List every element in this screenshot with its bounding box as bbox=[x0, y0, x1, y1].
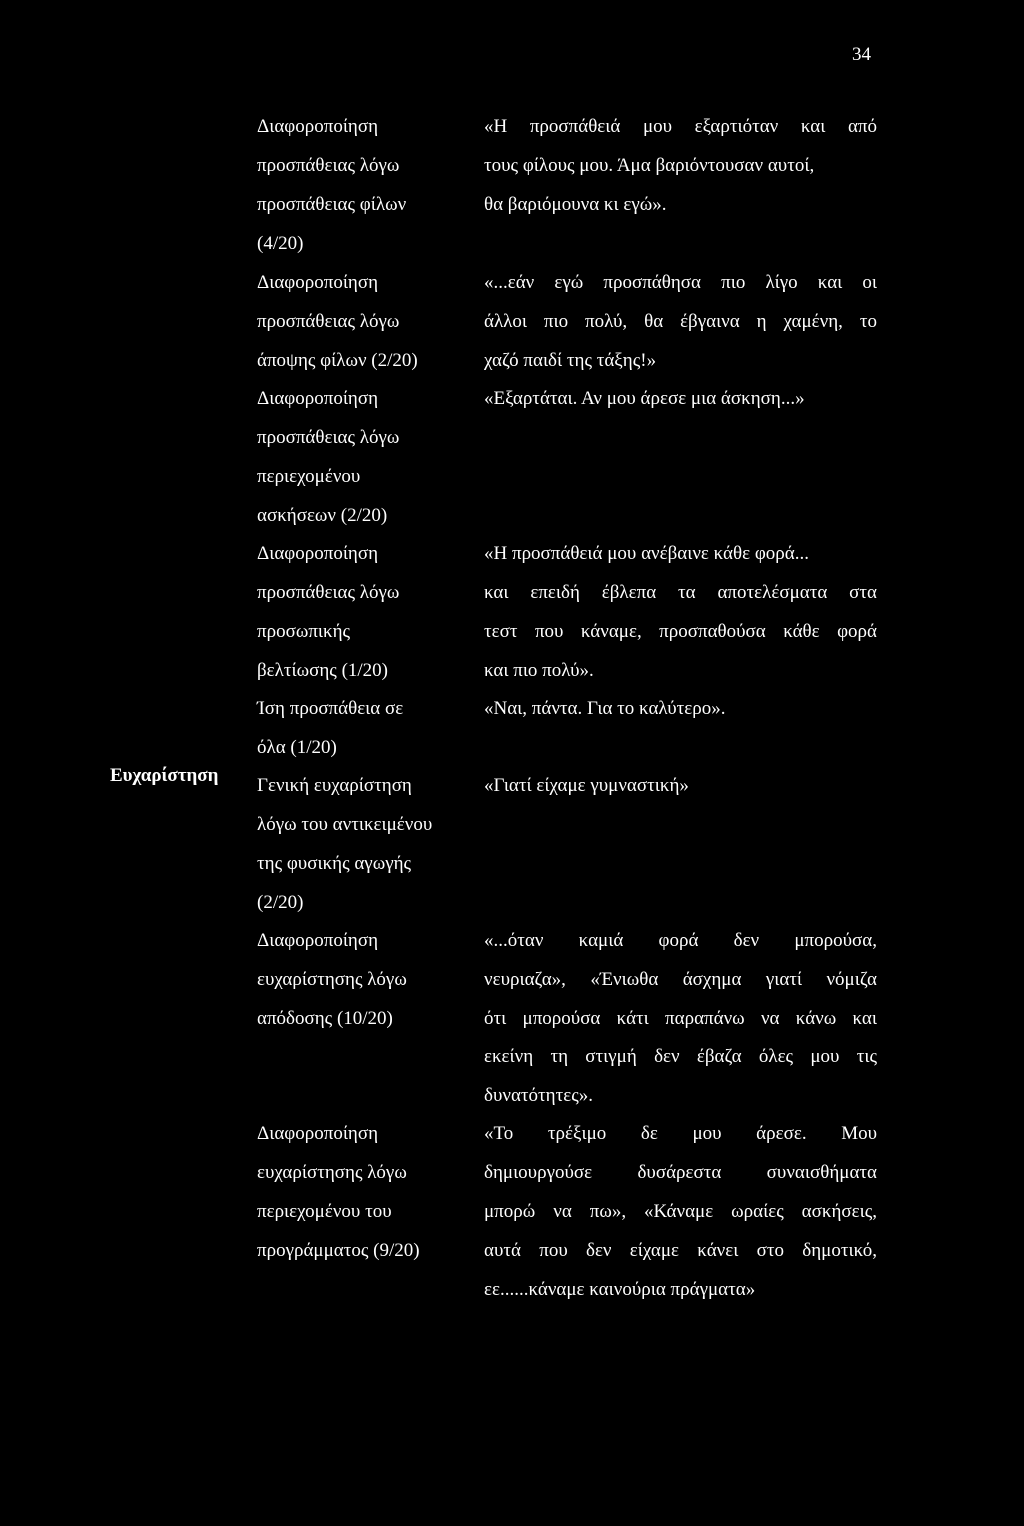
category-label: Ευχαρίστηση bbox=[110, 765, 219, 786]
quote-line: «Γιατί είχαμε γυμναστική» bbox=[484, 775, 689, 796]
subcategory-line: Ίση προσπάθεια σε bbox=[257, 698, 404, 719]
subcategory-line: προγράμματος (9/20) bbox=[257, 1240, 420, 1261]
subcategory-line: προσπάθειας λόγω bbox=[257, 311, 400, 332]
subcategory-line: (2/20) bbox=[257, 892, 304, 913]
subcategory-line: Διαφοροποίηση bbox=[257, 543, 379, 564]
quote-line: χαζό παιδί της τάξης!» bbox=[484, 350, 657, 371]
quote-line: «...όταν καμιά φορά δεν μπορούσα, bbox=[484, 930, 877, 951]
quote-line: δημιουργούσε δυσάρεστα συναισθήματα bbox=[484, 1162, 877, 1183]
subcategory-line: (4/20) bbox=[257, 233, 304, 254]
subcategory-line: προσπάθειας λόγω bbox=[257, 582, 400, 603]
quote-line: εκείνη τη στιγμή δεν έβαζα όλες μου τις bbox=[484, 1046, 877, 1067]
quote-line: «Η προσπάθειά μου ανέβαινε κάθε φορά... bbox=[484, 543, 809, 564]
subcategory-line: προσπάθειας λόγω bbox=[257, 155, 400, 176]
subcategory-line: προσωπικής bbox=[257, 621, 351, 642]
quote-line: «Ναι, πάντα. Για το καλύτερο». bbox=[484, 698, 726, 719]
subcategory-line: περιεχομένου του bbox=[257, 1201, 392, 1222]
quote-line: νευριαζα», «Ένιωθα άσχημα γιατί νόμιζα bbox=[484, 969, 877, 990]
subcategory-line: ευχαρίστησης λόγω bbox=[257, 1162, 407, 1183]
quote-line: θα βαριόμουνα κι εγώ». bbox=[484, 194, 667, 215]
quote-line: άλλοι πιο πολύ, θα έβγαινα η χαμένη, το bbox=[484, 311, 877, 332]
subcategory-line: της φυσικής αγωγής bbox=[257, 853, 412, 874]
subcategory-line: βελτίωσης (1/20) bbox=[257, 660, 388, 681]
subcategory-line: άποψης φίλων (2/20) bbox=[257, 350, 418, 371]
quote-line: εε......κάναμε καινούρια πράγματα» bbox=[484, 1279, 756, 1300]
subcategory-line: Διαφοροποίηση bbox=[257, 116, 379, 137]
subcategory-line: Διαφοροποίηση bbox=[257, 1123, 379, 1144]
subcategory-line: Διαφοροποίηση bbox=[257, 930, 379, 951]
quote-line: τους φίλους μου. Άμα βαριόντουσαν αυτοί, bbox=[484, 155, 815, 176]
subcategory-line: ασκήσεων (2/20) bbox=[257, 505, 388, 526]
quote-line: «...εάν εγώ προσπάθησα πιο λίγο και οι bbox=[484, 272, 877, 293]
quote-line: αυτά που δεν είχαμε κάνει στο δημοτικό, bbox=[484, 1240, 877, 1261]
subcategory-line: περιεχομένου bbox=[257, 466, 361, 487]
subcategory-line: ευχαρίστησης λόγω bbox=[257, 969, 407, 990]
quote-line: «Το τρέξιμο δε μου άρεσε. Μου bbox=[484, 1123, 877, 1144]
quote-line: δυνατότητες». bbox=[484, 1085, 593, 1106]
subcategory-line: Διαφοροποίηση bbox=[257, 388, 379, 409]
subcategory-line: προσπάθειας λόγω bbox=[257, 427, 400, 448]
quote-line: και επειδή έβλεπα τα αποτελέσματα στα bbox=[484, 582, 877, 603]
quote-line: ότι μπορούσα κάτι παραπάνω να κάνω και bbox=[484, 1008, 877, 1029]
subcategory-line: Γενική ευχαρίστηση bbox=[257, 775, 412, 796]
quote-line: και πιο πολύ». bbox=[484, 660, 594, 681]
quote-line: «Η προσπάθειά μου εξαρτιόταν και από bbox=[484, 116, 877, 137]
quote-line: τεστ που κάναμε, προσπαθούσα κάθε φορά bbox=[484, 621, 877, 642]
subcategory-line: Διαφοροποίηση bbox=[257, 272, 379, 293]
page-number: 34 bbox=[852, 44, 871, 65]
quote-line: «Εξαρτάται. Αν μου άρεσε μια άσκηση...» bbox=[484, 388, 805, 409]
subcategory-line: λόγω του αντικειμένου bbox=[257, 814, 433, 835]
subcategory-line: όλα (1/20) bbox=[257, 737, 337, 758]
subcategory-line: προσπάθειας φίλων bbox=[257, 194, 407, 215]
quote-line: μπορώ να πω», «Κάναμε ωραίες ασκήσεις, bbox=[484, 1201, 877, 1222]
subcategory-line: απόδοσης (10/20) bbox=[257, 1008, 393, 1029]
